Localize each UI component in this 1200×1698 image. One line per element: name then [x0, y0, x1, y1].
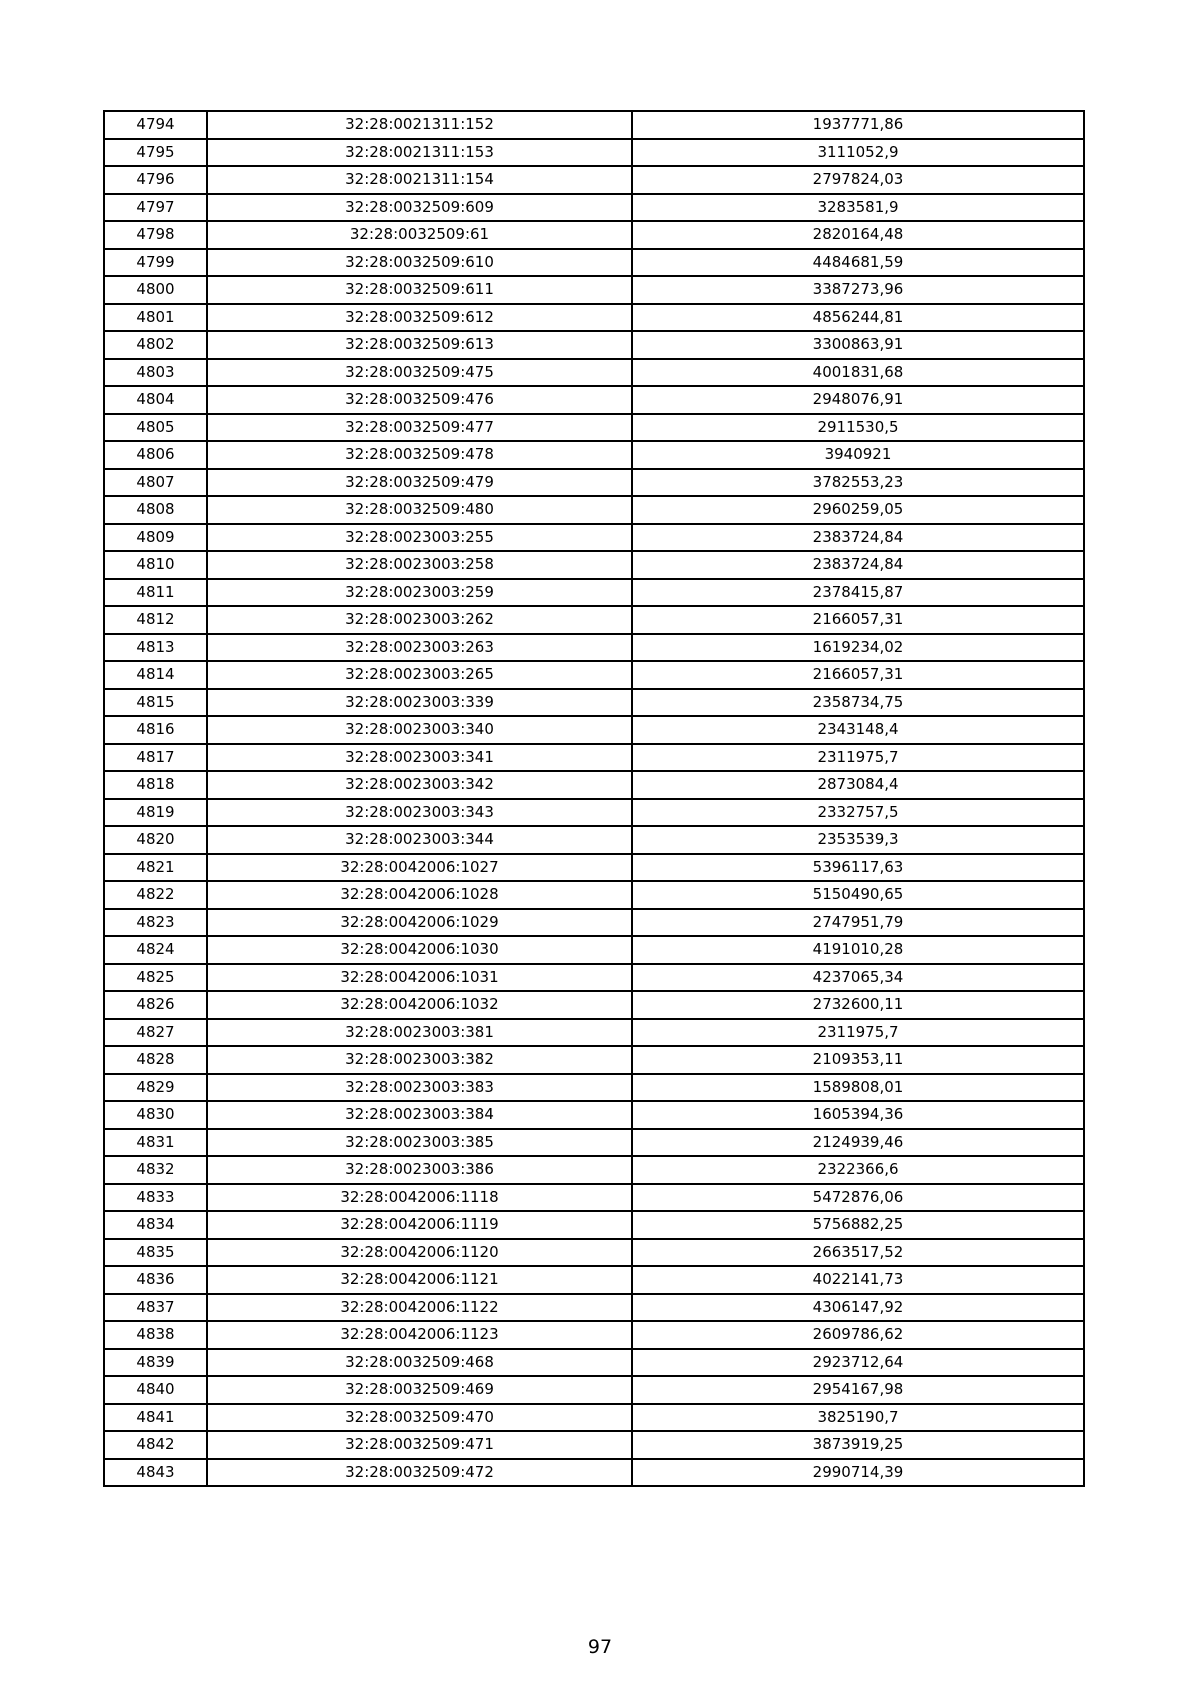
- cadastral-number-cell: 32:28:0023003:258: [207, 551, 632, 579]
- table-row: [104, 1376, 1084, 1404]
- row-number-cell: 4805: [104, 414, 207, 442]
- row-number-cell: 4801: [104, 304, 207, 332]
- cadastral-number-cell: 32:28:0032509:477: [207, 414, 632, 442]
- cadastral-number-cell: 32:28:0032509:470: [207, 1404, 632, 1432]
- row-number-cell: 4826: [104, 991, 207, 1019]
- cadastral-value-cell: 4237065,34: [632, 964, 1084, 992]
- cadastral-value-cell: 2378415,87: [632, 579, 1084, 607]
- table-row: [104, 799, 1084, 827]
- cadastral-number-cell: 32:28:0032509:475: [207, 359, 632, 387]
- cadastral-number-cell: 32:28:0042006:1118: [207, 1184, 632, 1212]
- cadastral-value-cell: 4022141,73: [632, 1266, 1084, 1294]
- cadastral-number-cell: 32:28:0021311:152: [207, 111, 632, 139]
- cadastral-value-cell: 5396117,63: [632, 854, 1084, 882]
- row-number-cell: 4819: [104, 799, 207, 827]
- cadastral-number-cell: 32:28:0032509:478: [207, 441, 632, 469]
- cadastral-value-cell: 5472876,06: [632, 1184, 1084, 1212]
- cadastral-number-cell: 32:28:0032509:611: [207, 276, 632, 304]
- cadastral-value-cell: 3387273,96: [632, 276, 1084, 304]
- row-number-cell: 4838: [104, 1321, 207, 1349]
- row-number-cell: 4804: [104, 386, 207, 414]
- cadastral-number-cell: 32:28:0032509:479: [207, 469, 632, 497]
- table-row: [104, 606, 1084, 634]
- table-row: [104, 826, 1084, 854]
- cadastral-value-cell: 2948076,91: [632, 386, 1084, 414]
- cadastral-number-cell: 32:28:0021311:153: [207, 139, 632, 167]
- cadastral-value-cell: 2353539,3: [632, 826, 1084, 854]
- page-number: 97: [587, 1636, 613, 1658]
- cadastral-number-cell: 32:28:0032509:610: [207, 249, 632, 277]
- table-row: [104, 304, 1084, 332]
- cadastral-number-cell: 32:28:0023003:386: [207, 1156, 632, 1184]
- row-number-cell: 4835: [104, 1239, 207, 1267]
- row-number-cell: 4803: [104, 359, 207, 387]
- table-row: [104, 661, 1084, 689]
- table-row: [104, 1156, 1084, 1184]
- table-row: [104, 1459, 1084, 1487]
- table-row: [104, 634, 1084, 662]
- cadastral-number-cell: 32:28:0032509:61: [207, 221, 632, 249]
- cadastral-number-cell: 32:28:0023003:341: [207, 744, 632, 772]
- cadastral-value-cell: 2873084,4: [632, 771, 1084, 799]
- cadastral-number-cell: 32:28:0023003:255: [207, 524, 632, 552]
- cadastral-value-cell: 4856244,81: [632, 304, 1084, 332]
- table-row: [104, 524, 1084, 552]
- row-number-cell: 4834: [104, 1211, 207, 1239]
- cadastral-number-cell: 32:28:0042006:1032: [207, 991, 632, 1019]
- cadastral-number-cell: 32:28:0023003:385: [207, 1129, 632, 1157]
- cadastral-number-cell: 32:28:0023003:384: [207, 1101, 632, 1129]
- row-number-cell: 4823: [104, 909, 207, 937]
- row-number-cell: 4811: [104, 579, 207, 607]
- cadastral-value-cell: 5150490,65: [632, 881, 1084, 909]
- table-row: [104, 1239, 1084, 1267]
- row-number-cell: 4794: [104, 111, 207, 139]
- row-number-cell: 4830: [104, 1101, 207, 1129]
- table-row: [104, 1211, 1084, 1239]
- row-number-cell: 4836: [104, 1266, 207, 1294]
- table-row: [104, 166, 1084, 194]
- row-number-cell: 4825: [104, 964, 207, 992]
- row-number-cell: 4842: [104, 1431, 207, 1459]
- cadastral-value-cell: 2663517,52: [632, 1239, 1084, 1267]
- cadastral-value-cell: 3940921: [632, 441, 1084, 469]
- cadastral-number-cell: 32:28:0032509:469: [207, 1376, 632, 1404]
- cadastral-value-cell: 2820164,48: [632, 221, 1084, 249]
- cadastral-value-cell: 4001831,68: [632, 359, 1084, 387]
- cadastral-number-cell: 32:28:0032509:613: [207, 331, 632, 359]
- table-row: [104, 744, 1084, 772]
- cadastral-value-cell: 2990714,39: [632, 1459, 1084, 1487]
- cadastral-number-cell: 32:28:0032509:609: [207, 194, 632, 222]
- row-number-cell: 4818: [104, 771, 207, 799]
- cadastral-value-cell: 2732600,11: [632, 991, 1084, 1019]
- cadastral-number-cell: 32:28:0023003:259: [207, 579, 632, 607]
- cadastral-value-cell: 2322366,6: [632, 1156, 1084, 1184]
- row-number-cell: 4820: [104, 826, 207, 854]
- cadastral-value-cell: 2383724,84: [632, 551, 1084, 579]
- table-row: [104, 1074, 1084, 1102]
- cadastral-number-cell: 32:28:0042006:1121: [207, 1266, 632, 1294]
- cadastral-number-cell: 32:28:0023003:381: [207, 1019, 632, 1047]
- table-row: [104, 331, 1084, 359]
- cadastral-value-cell: 2109353,11: [632, 1046, 1084, 1074]
- cadastral-number-cell: 32:28:0023003:344: [207, 826, 632, 854]
- cadastral-number-cell: 32:28:0042006:1119: [207, 1211, 632, 1239]
- cadastral-number-cell: 32:28:0032509:476: [207, 386, 632, 414]
- row-number-cell: 4831: [104, 1129, 207, 1157]
- row-number-cell: 4799: [104, 249, 207, 277]
- cadastral-value-cell: 2954167,98: [632, 1376, 1084, 1404]
- cadastral-number-cell: 32:28:0042006:1028: [207, 881, 632, 909]
- cadastral-value-cell: 2960259,05: [632, 496, 1084, 524]
- cadastral-value-cell: 3111052,9: [632, 139, 1084, 167]
- cadastral-number-cell: 32:28:0023003:343: [207, 799, 632, 827]
- row-number-cell: 4833: [104, 1184, 207, 1212]
- row-number-cell: 4795: [104, 139, 207, 167]
- table-row: [104, 111, 1084, 139]
- row-number-cell: 4829: [104, 1074, 207, 1102]
- cadastral-number-cell: 32:28:0042006:1122: [207, 1294, 632, 1322]
- cadastral-value-cell: 2923712,64: [632, 1349, 1084, 1377]
- table-row: [104, 964, 1084, 992]
- table-row: [104, 414, 1084, 442]
- cadastral-value-cell: 3873919,25: [632, 1431, 1084, 1459]
- row-number-cell: 4817: [104, 744, 207, 772]
- table-row: [104, 771, 1084, 799]
- cadastral-value-cell: 4484681,59: [632, 249, 1084, 277]
- row-number-cell: 4821: [104, 854, 207, 882]
- table-row: [104, 249, 1084, 277]
- row-number-cell: 4798: [104, 221, 207, 249]
- cadastral-number-cell: 32:28:0032509:472: [207, 1459, 632, 1487]
- row-number-cell: 4810: [104, 551, 207, 579]
- cadastral-value-cell: 3782553,23: [632, 469, 1084, 497]
- table-row: [104, 579, 1084, 607]
- table-row: [104, 991, 1084, 1019]
- cadastral-value-table: [103, 110, 1085, 1487]
- cadastral-number-cell: 32:28:0021311:154: [207, 166, 632, 194]
- cadastral-number-cell: 32:28:0023003:342: [207, 771, 632, 799]
- table-row: [104, 551, 1084, 579]
- cadastral-value-cell: 1619234,02: [632, 634, 1084, 662]
- cadastral-value-cell: 2124939,46: [632, 1129, 1084, 1157]
- row-number-cell: 4839: [104, 1349, 207, 1377]
- table-row: [104, 1129, 1084, 1157]
- row-number-cell: 4806: [104, 441, 207, 469]
- cadastral-number-cell: 32:28:0023003:339: [207, 689, 632, 717]
- cadastral-value-cell: 1589808,01: [632, 1074, 1084, 1102]
- cadastral-number-cell: 32:28:0042006:1030: [207, 936, 632, 964]
- table-row: [104, 441, 1084, 469]
- table-row: [104, 1404, 1084, 1432]
- cadastral-number-cell: 32:28:0023003:265: [207, 661, 632, 689]
- row-number-cell: 4813: [104, 634, 207, 662]
- table-row: [104, 1294, 1084, 1322]
- cadastral-number-cell: 32:28:0023003:263: [207, 634, 632, 662]
- table-row: [104, 716, 1084, 744]
- cadastral-value-cell: 2911530,5: [632, 414, 1084, 442]
- cadastral-value-cell: 2332757,5: [632, 799, 1084, 827]
- row-number-cell: 4807: [104, 469, 207, 497]
- cadastral-number-cell: 32:28:0032509:468: [207, 1349, 632, 1377]
- row-number-cell: 4828: [104, 1046, 207, 1074]
- cadastral-number-cell: 32:28:0042006:1123: [207, 1321, 632, 1349]
- row-number-cell: 4841: [104, 1404, 207, 1432]
- cadastral-value-cell: 3825190,7: [632, 1404, 1084, 1432]
- row-number-cell: 4843: [104, 1459, 207, 1487]
- cadastral-value-cell: 1937771,86: [632, 111, 1084, 139]
- cadastral-number-cell: 32:28:0023003:382: [207, 1046, 632, 1074]
- table-row: [104, 854, 1084, 882]
- cadastral-value-cell: 5756882,25: [632, 1211, 1084, 1239]
- table-row: [104, 496, 1084, 524]
- cadastral-number-cell: 32:28:0042006:1029: [207, 909, 632, 937]
- cadastral-value-cell: 2166057,31: [632, 661, 1084, 689]
- table-row: [104, 386, 1084, 414]
- table-row: [104, 1046, 1084, 1074]
- row-number-cell: 4808: [104, 496, 207, 524]
- table-row: [104, 881, 1084, 909]
- cadastral-value-cell: 2311975,7: [632, 1019, 1084, 1047]
- cadastral-number-cell: 32:28:0032509:471: [207, 1431, 632, 1459]
- cadastral-number-cell: 32:28:0032509:480: [207, 496, 632, 524]
- cadastral-value-cell: 2358734,75: [632, 689, 1084, 717]
- row-number-cell: 4802: [104, 331, 207, 359]
- table-row: [104, 1184, 1084, 1212]
- cadastral-value-cell: 2343148,4: [632, 716, 1084, 744]
- table-row: [104, 1266, 1084, 1294]
- cadastral-value-cell: 1605394,36: [632, 1101, 1084, 1129]
- row-number-cell: 4832: [104, 1156, 207, 1184]
- table-row: [104, 689, 1084, 717]
- row-number-cell: 4797: [104, 194, 207, 222]
- cadastral-number-cell: 32:28:0032509:612: [207, 304, 632, 332]
- cadastral-value-cell: 2609786,62: [632, 1321, 1084, 1349]
- row-number-cell: 4816: [104, 716, 207, 744]
- table-row: [104, 1019, 1084, 1047]
- row-number-cell: 4814: [104, 661, 207, 689]
- cadastral-value-cell: 4306147,92: [632, 1294, 1084, 1322]
- cadastral-value-cell: 3283581,9: [632, 194, 1084, 222]
- cadastral-number-cell: 32:28:0042006:1027: [207, 854, 632, 882]
- table-row: [104, 1101, 1084, 1129]
- table-row: [104, 359, 1084, 387]
- table-body: [104, 111, 1084, 1486]
- row-number-cell: 4824: [104, 936, 207, 964]
- row-number-cell: 4827: [104, 1019, 207, 1047]
- cadastral-value-cell: 4191010,28: [632, 936, 1084, 964]
- table-row: [104, 276, 1084, 304]
- row-number-cell: 4837: [104, 1294, 207, 1322]
- cadastral-value-cell: 2311975,7: [632, 744, 1084, 772]
- cadastral-value-cell: 2797824,03: [632, 166, 1084, 194]
- cadastral-value-cell: 2747951,79: [632, 909, 1084, 937]
- table-row: [104, 936, 1084, 964]
- row-number-cell: 4812: [104, 606, 207, 634]
- table-row: [104, 909, 1084, 937]
- cadastral-number-cell: 32:28:0023003:262: [207, 606, 632, 634]
- table-row: [104, 1349, 1084, 1377]
- table-row: [104, 1431, 1084, 1459]
- cadastral-number-cell: 32:28:0042006:1120: [207, 1239, 632, 1267]
- table-row: [104, 1321, 1084, 1349]
- cadastral-value-cell: 2166057,31: [632, 606, 1084, 634]
- row-number-cell: 4796: [104, 166, 207, 194]
- table-row: [104, 221, 1084, 249]
- table-row: [104, 139, 1084, 167]
- cadastral-number-cell: 32:28:0023003:383: [207, 1074, 632, 1102]
- row-number-cell: 4815: [104, 689, 207, 717]
- table-row: [104, 194, 1084, 222]
- cadastral-value-cell: 2383724,84: [632, 524, 1084, 552]
- row-number-cell: 4800: [104, 276, 207, 304]
- cadastral-number-cell: 32:28:0042006:1031: [207, 964, 632, 992]
- row-number-cell: 4809: [104, 524, 207, 552]
- cadastral-value-cell: 3300863,91: [632, 331, 1084, 359]
- row-number-cell: 4822: [104, 881, 207, 909]
- row-number-cell: 4840: [104, 1376, 207, 1404]
- cadastral-number-cell: 32:28:0023003:340: [207, 716, 632, 744]
- table-row: [104, 469, 1084, 497]
